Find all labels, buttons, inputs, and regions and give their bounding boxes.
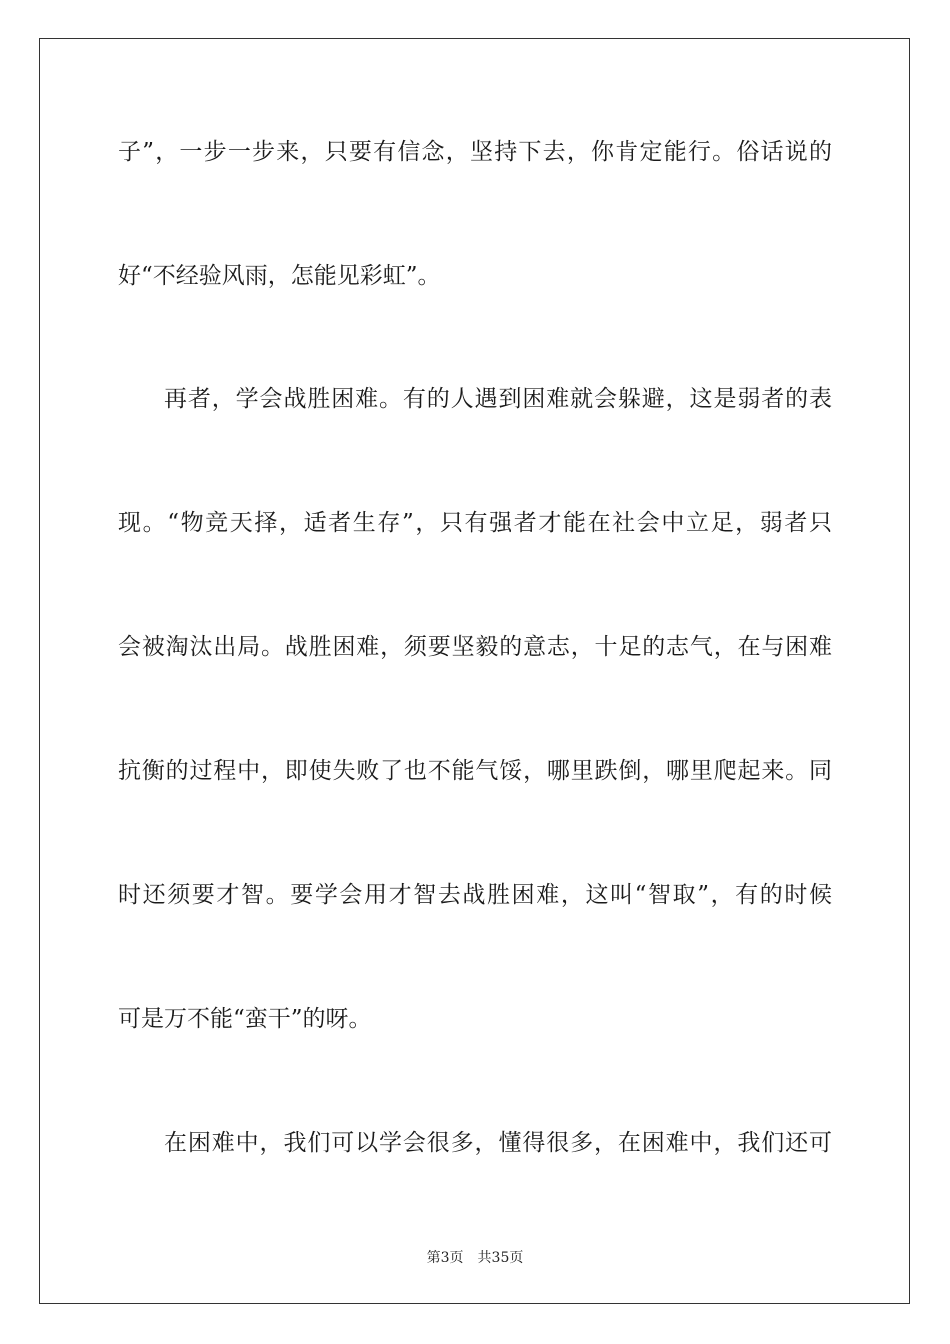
paragraph-line: 在困难中，我们可以学会很多，懂得很多，在困难中，我们还可 <box>164 1130 832 1156</box>
paragraph-line: 现。“物竞天择，适者生存”，只有强者才能在社会中立足，弱者只 <box>118 510 832 536</box>
paragraph-line: 时还须要才智。要学会用才智去战胜困难，这叫“智取”，有的时候 <box>118 882 832 908</box>
page-total: 共35页 <box>477 1250 524 1266</box>
page-footer <box>0 1247 950 1267</box>
page-border <box>39 38 910 1304</box>
paragraph-line: 可是万不能“蛮干”的呀。 <box>118 1006 372 1032</box>
page-number: 第3页 <box>426 1250 464 1266</box>
paragraph-line: 抗衡的过程中，即使失败了也不能气馁，哪里跌倒，哪里爬起来。同 <box>118 758 832 784</box>
paragraph-line: 会被淘汰出局。战胜困难，须要坚毅的意志，十足的志气，在与困难 <box>118 634 832 660</box>
paragraph-line: 好“不经验风雨，怎能见彩虹”。 <box>118 263 441 289</box>
paragraph-line: 再者，学会战胜困难。有的人遇到困难就会躲避，这是弱者的表 <box>164 386 832 412</box>
paragraph-line: 子”，一步一步来，只要有信念，坚持下去，你肯定能行。俗话说的 <box>118 139 832 165</box>
